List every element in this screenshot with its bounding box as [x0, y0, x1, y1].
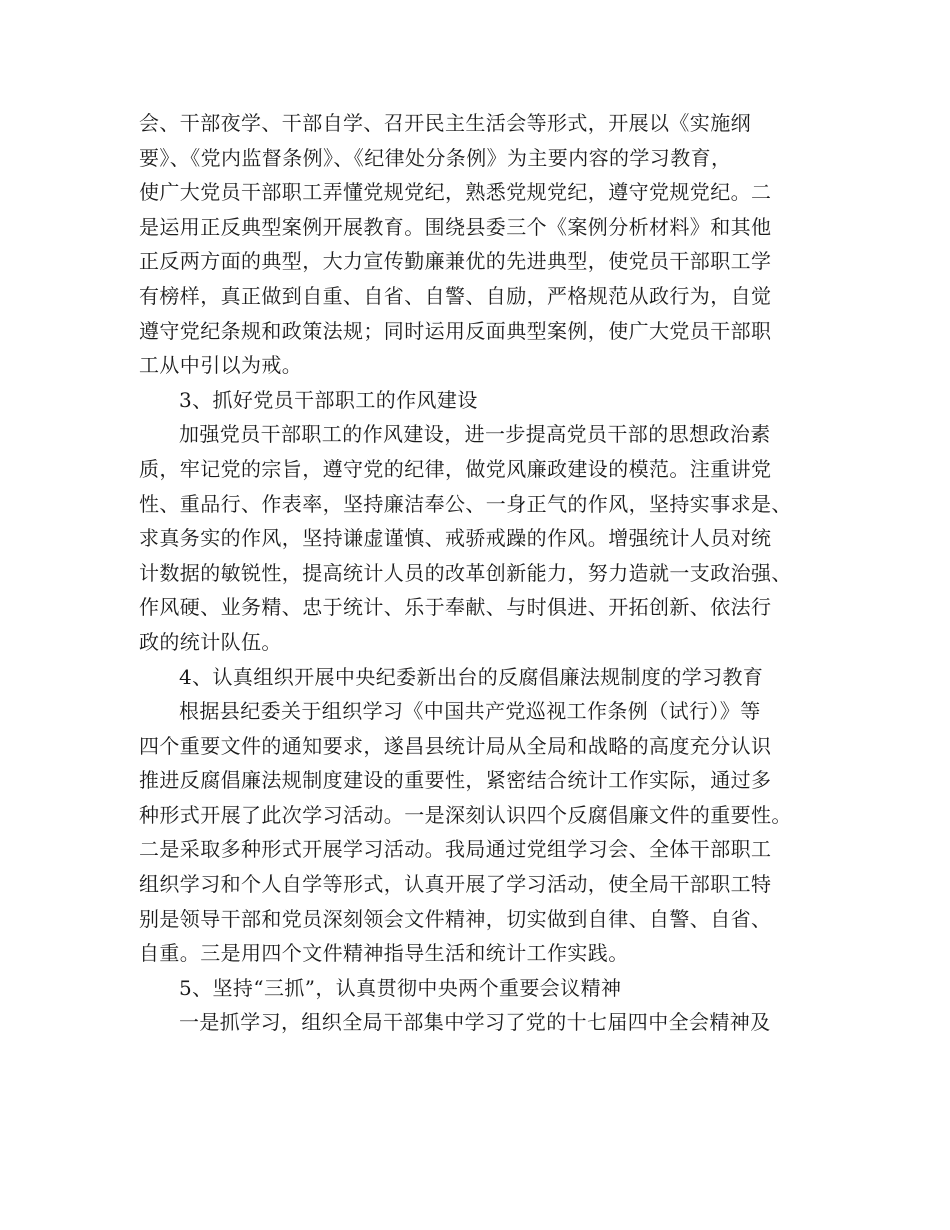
text-line: 是运用正反典型案例开展教育。围绕县委三个《案例分析材料》和其他	[139, 214, 772, 239]
text-line: 质，牢记党的宗旨，遵守党的纪律，做党风廉政建设的模范。注重讲党	[139, 456, 772, 481]
text-line: 使广大党员干部职工弄懂党规党纪，熟悉党规党纪，遵守党规党纪。二	[139, 180, 772, 205]
text-line: 自重。三是用四个文件精神指导生活和统计工作实践。	[139, 941, 629, 966]
body-text	[139, 106, 829, 1040]
text-line: 别是领导干部和党员深刻领会文件精神，切实做到自律、自警、自省、	[139, 906, 772, 931]
section-heading: 4、认真组织开展中央纪委新出台的反腐倡廉法规制度的学习教育	[179, 664, 764, 689]
text-line: 四个重要文件的通知要求，遂昌县统计局从全局和战略的高度充分认识	[139, 733, 772, 758]
text-line: 有榜样，真正做到自重、自省、自警、自励，严格规范从政行为，自觉	[139, 283, 772, 308]
text-line: 种形式开展了此次学习活动。一是深刻认识四个反腐倡廉文件的重要性。	[139, 802, 792, 827]
text-line: 性、重品行、作表率，坚持廉洁奉公、一身正气的作风，坚持实事求是、	[139, 491, 792, 516]
text-line: 求真务实的作风，坚持谦虚谨慎、戒骄戒躁的作风。增强统计人员对统	[139, 526, 772, 551]
text-line: 作风硬、业务精、忠于统计、乐于奉献、与时俱进、开拓创新、依法行	[139, 595, 772, 620]
section-heading: 5、坚持“三抓”，认真贯彻中央两个重要会议精神	[179, 975, 622, 1000]
text-line: 遵守党纪条规和政策法规；同时运用反面典型案例，使广大党员干部职	[139, 318, 772, 343]
paragraph-start: 根据县纪委关于组织学习《中国共产党巡视工作条例（试行）》等	[179, 699, 761, 724]
text-line: 工从中引以为戒。	[139, 353, 303, 378]
text-line: 要》、《党内监督条例》、《纪律处分条例》为主要内容的学习教育，	[139, 145, 732, 170]
text-line: 会、干部夜学、干部自学、召开民主生活会等形式，开展以《实施纲	[139, 111, 751, 135]
paragraph-start: 一是抓学习，组织全局干部集中学习了党的十七届四中全会精神及	[179, 1010, 771, 1035]
text-line: 推进反腐倡廉法规制度建设的重要性，紧密结合统计工作实际，通过多	[139, 768, 772, 793]
paragraph-start: 加强党员干部职工的作风建设，进一步提高党员干部的思想政治素	[179, 422, 771, 447]
text-line: 计数据的敏锐性，提高统计人员的改革创新能力，努力造就一支政治强、	[139, 560, 792, 585]
text-line: 正反两方面的典型，大力宣传勤廉兼优的先进典型，使党员干部职工学	[139, 249, 772, 274]
text-line: 二是采取多种形式开展学习活动。我局通过党组学习会、全体干部职工	[139, 837, 772, 862]
text-line: 政的统计队伍。	[139, 629, 282, 654]
text-line: 组织学习和个人自学等形式，认真开展了学习活动，使全局干部职工特	[139, 872, 772, 897]
section-heading: 3、抓好党员干部职工的作风建设	[179, 387, 478, 412]
